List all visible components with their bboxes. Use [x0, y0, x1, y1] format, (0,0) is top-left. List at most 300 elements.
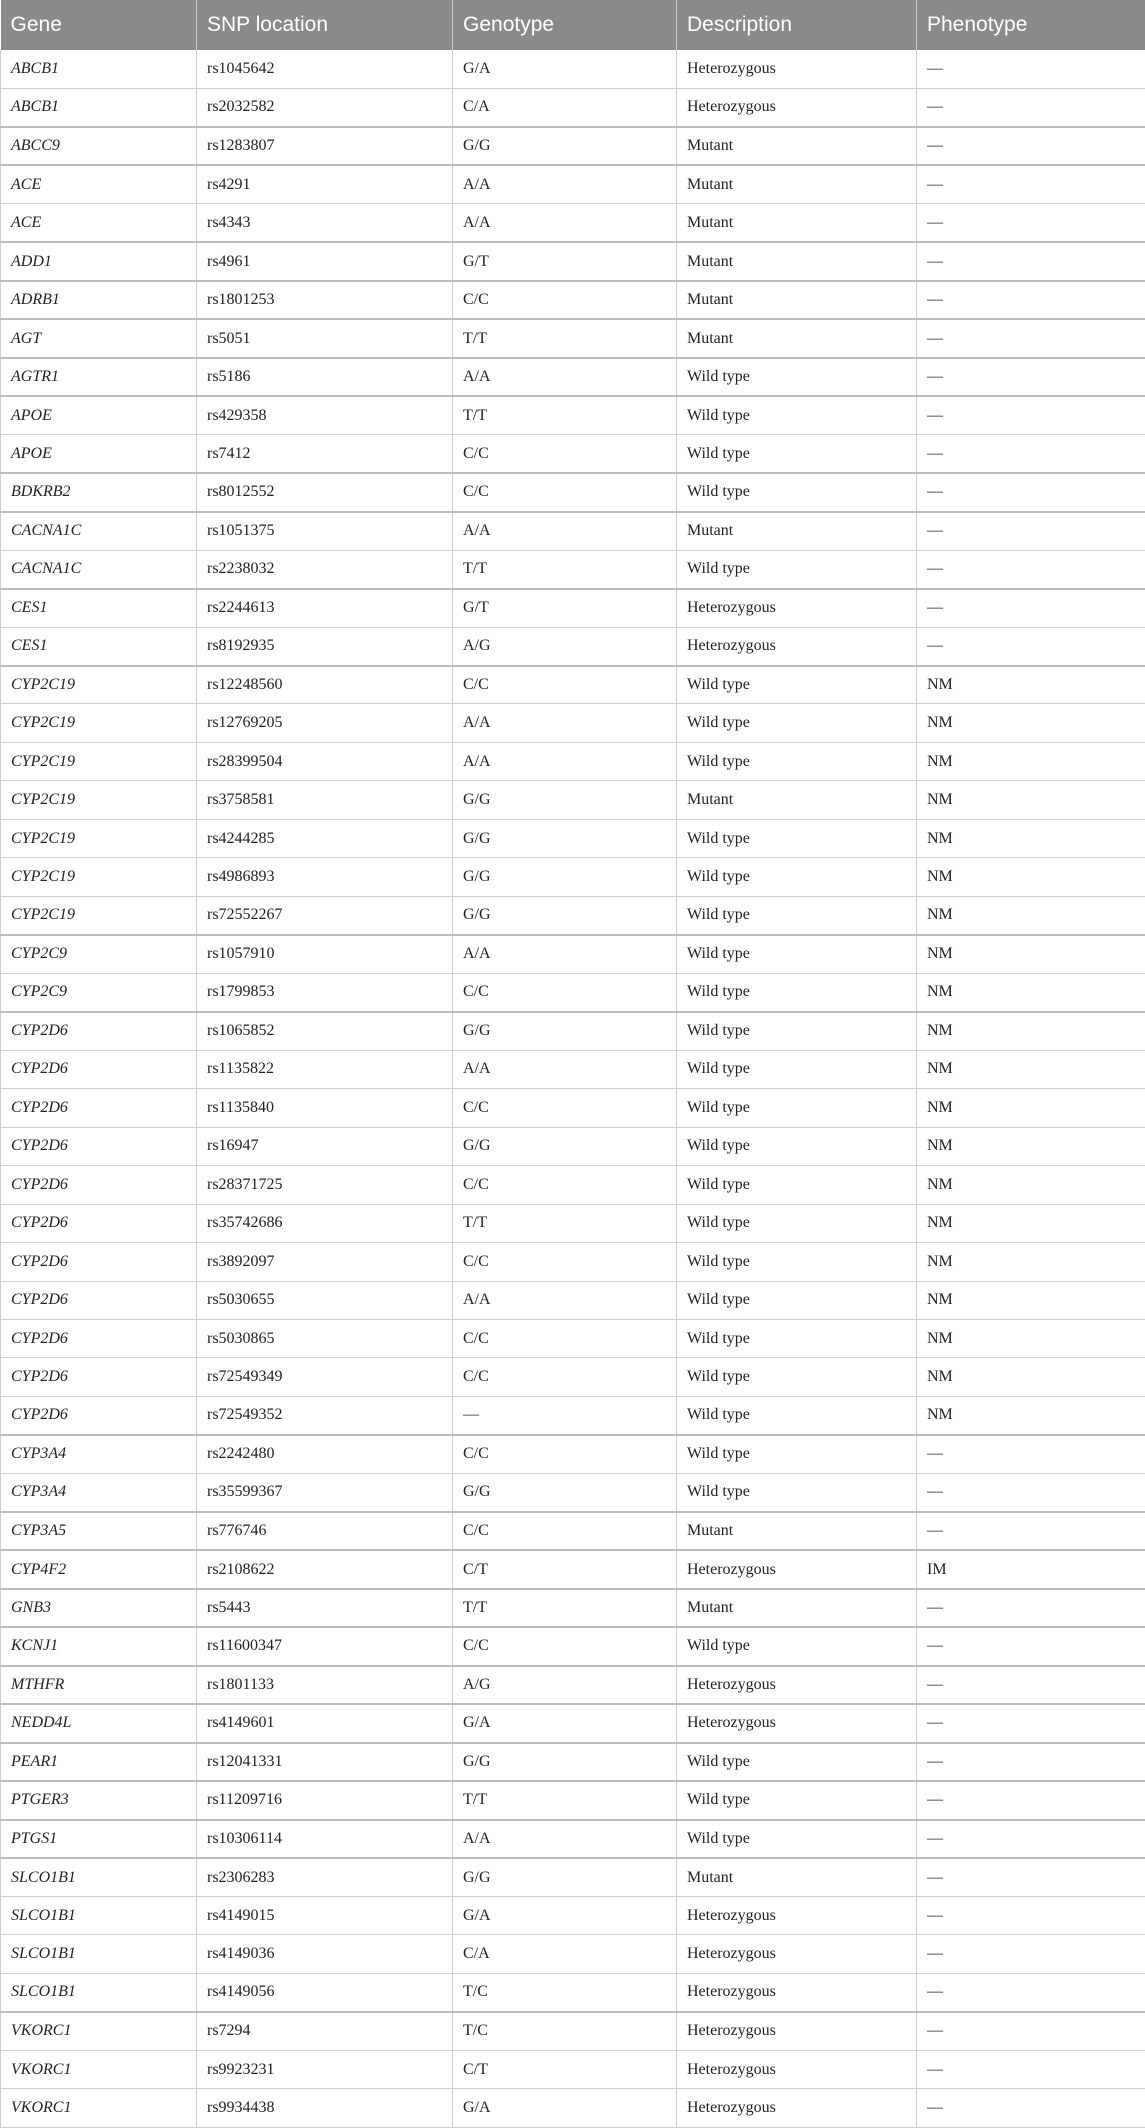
snp-location-cell: rs11209716	[197, 1781, 453, 1819]
gene-cell: GNB3	[1, 1589, 197, 1627]
genotype-cell: A/A	[453, 1050, 677, 1088]
phenotype-cell: —	[917, 627, 1145, 665]
phenotype-cell: NM	[917, 858, 1145, 896]
table-row	[1, 473, 1145, 511]
snp-location-cell: rs8012552	[197, 473, 453, 511]
gene-cell: CYP2C19	[1, 742, 197, 780]
description-cell: Wild type	[677, 1166, 917, 1204]
description-cell: Wild type	[677, 1781, 917, 1819]
genotype-cell: C/C	[453, 973, 677, 1011]
genotype-cell: T/T	[453, 1204, 677, 1242]
table-row	[1, 165, 1145, 203]
gene-cell: KCNJ1	[1, 1627, 197, 1665]
phenotype-cell: NM	[917, 1204, 1145, 1242]
genotype-cell: C/C	[453, 435, 677, 473]
phenotype-cell: —	[917, 165, 1145, 203]
description-cell: Wild type	[677, 550, 917, 588]
phenotype-cell: NM	[917, 1012, 1145, 1050]
genotype-cell: T/T	[453, 396, 677, 434]
description-cell: Wild type	[677, 1358, 917, 1396]
genotype-cell: A/G	[453, 627, 677, 665]
table-row	[1, 204, 1145, 242]
snp-location-cell: rs35742686	[197, 1204, 453, 1242]
table-row	[1, 1781, 1145, 1819]
snp-location-cell: rs7294	[197, 2012, 453, 2050]
genotype-cell: G/G	[453, 858, 677, 896]
snp-location-cell: rs4986893	[197, 858, 453, 896]
snp-location-cell: rs4149601	[197, 1704, 453, 1742]
table-row	[1, 1358, 1145, 1396]
gene-cell: VKORC1	[1, 2089, 197, 2127]
genotype-cell: G/G	[453, 1127, 677, 1165]
phenotype-cell: NM	[917, 666, 1145, 704]
genotype-cell: G/G	[453, 896, 677, 934]
gene-cell: SLCO1B1	[1, 1858, 197, 1896]
phenotype-cell: —	[917, 204, 1145, 242]
table-row	[1, 1666, 1145, 1704]
genotype-cell: C/T	[453, 2050, 677, 2088]
table-row	[1, 127, 1145, 165]
gene-cell: ADRB1	[1, 281, 197, 319]
phenotype-cell: —	[917, 396, 1145, 434]
description-cell: Wild type	[677, 819, 917, 857]
description-cell: Wild type	[677, 1743, 917, 1781]
snp-location-cell: rs4149056	[197, 1973, 453, 2011]
phenotype-cell: —	[917, 50, 1145, 88]
genotype-cell: C/C	[453, 1435, 677, 1473]
gene-cell: CES1	[1, 627, 197, 665]
gene-cell: ACE	[1, 204, 197, 242]
phenotype-cell: —	[917, 1858, 1145, 1896]
snp-location-cell: rs28399504	[197, 742, 453, 780]
table-row	[1, 1127, 1145, 1165]
description-cell: Heterozygous	[677, 627, 917, 665]
snp-location-cell: rs8192935	[197, 627, 453, 665]
table-row	[1, 358, 1145, 396]
table-row	[1, 819, 1145, 857]
table-row	[1, 896, 1145, 934]
snp-location-cell: rs7412	[197, 435, 453, 473]
genotype-cell: C/T	[453, 1550, 677, 1588]
snp-location-cell: rs5030865	[197, 1319, 453, 1357]
gene-cell: VKORC1	[1, 2012, 197, 2050]
genotype-cell: G/G	[453, 819, 677, 857]
description-cell: Wild type	[677, 973, 917, 1011]
description-cell: Wild type	[677, 1820, 917, 1858]
genotype-cell: A/A	[453, 742, 677, 780]
gene-cell: CYP2D6	[1, 1050, 197, 1088]
genotype-cell: G/T	[453, 589, 677, 627]
phenotype-cell: NM	[917, 1089, 1145, 1127]
phenotype-cell: NM	[917, 1243, 1145, 1281]
description-cell: Wild type	[677, 435, 917, 473]
description-cell: Wild type	[677, 1396, 917, 1434]
phenotype-cell: NM	[917, 1166, 1145, 1204]
snp-location-cell: rs11600347	[197, 1627, 453, 1665]
description-cell: Heterozygous	[677, 2050, 917, 2088]
genotype-cell: T/C	[453, 2012, 677, 2050]
phenotype-cell: —	[917, 2012, 1145, 2050]
genotype-cell: G/G	[453, 1858, 677, 1896]
description-cell: Mutant	[677, 204, 917, 242]
phenotype-cell: —	[917, 473, 1145, 511]
snp-location-cell: rs2032582	[197, 88, 453, 126]
snp-location-cell: rs4149015	[197, 1897, 453, 1935]
snp-location-cell: rs28371725	[197, 1166, 453, 1204]
snp-location-cell: rs1283807	[197, 127, 453, 165]
snp-location-cell: rs12248560	[197, 666, 453, 704]
snp-location-cell: rs2238032	[197, 550, 453, 588]
phenotype-cell: NM	[917, 1396, 1145, 1434]
description-cell: Mutant	[677, 1589, 917, 1627]
genotype-cell: G/A	[453, 2089, 677, 2127]
snp-location-cell: rs3758581	[197, 781, 453, 819]
description-cell: Wild type	[677, 358, 917, 396]
description-cell: Heterozygous	[677, 50, 917, 88]
snp-location-cell: rs1801253	[197, 281, 453, 319]
snp-location-cell: rs4961	[197, 242, 453, 280]
phenotype-cell: —	[917, 319, 1145, 357]
genotype-cell: C/C	[453, 1243, 677, 1281]
snp-location-cell: rs12041331	[197, 1743, 453, 1781]
table-row	[1, 1435, 1145, 1473]
table-row	[1, 1935, 1145, 1973]
snp-location-cell: rs9923231	[197, 2050, 453, 2088]
genotype-cell: G/G	[453, 781, 677, 819]
description-cell: Wild type	[677, 1243, 917, 1281]
description-cell: Mutant	[677, 127, 917, 165]
table-row	[1, 1012, 1145, 1050]
snp-location-cell: rs72549352	[197, 1396, 453, 1434]
gene-cell: ABCB1	[1, 50, 197, 88]
snp-location-cell: rs1051375	[197, 512, 453, 550]
phenotype-cell: NM	[917, 1281, 1145, 1319]
table-row	[1, 1897, 1145, 1935]
table-row	[1, 1166, 1145, 1204]
snp-location-cell: rs3892097	[197, 1243, 453, 1281]
gene-cell: CYP2C19	[1, 781, 197, 819]
table-row	[1, 935, 1145, 973]
description-cell: Wild type	[677, 742, 917, 780]
table-row	[1, 319, 1145, 357]
snp-location-cell: rs2242480	[197, 1435, 453, 1473]
gene-cell: CYP2C19	[1, 858, 197, 896]
genotype-cell: G/G	[453, 1743, 677, 1781]
table-row	[1, 1473, 1145, 1511]
phenotype-cell: —	[917, 1666, 1145, 1704]
phenotype-cell: —	[917, 127, 1145, 165]
table-row	[1, 1820, 1145, 1858]
gene-cell: PTGER3	[1, 1781, 197, 1819]
table-row	[1, 2050, 1145, 2088]
description-cell: Mutant	[677, 1858, 917, 1896]
phenotype-cell: NM	[917, 742, 1145, 780]
gene-cell: CYP2D6	[1, 1281, 197, 1319]
description-cell: Wild type	[677, 1089, 917, 1127]
phenotype-cell: —	[917, 358, 1145, 396]
table-header	[1, 0, 1145, 50]
description-cell: Wild type	[677, 666, 917, 704]
table-row	[1, 1512, 1145, 1550]
genotype-cell: G/A	[453, 50, 677, 88]
genotype-cell: T/T	[453, 550, 677, 588]
table-row	[1, 435, 1145, 473]
genotype-cell: C/A	[453, 1935, 677, 1973]
snp-location-cell: rs1065852	[197, 1012, 453, 1050]
genotype-cell: A/A	[453, 358, 677, 396]
snp-location-cell: rs1135840	[197, 1089, 453, 1127]
genotype-cell: C/C	[453, 281, 677, 319]
snp-location-cell: rs4291	[197, 165, 453, 203]
genotype-cell: C/C	[453, 1358, 677, 1396]
gene-cell: AGT	[1, 319, 197, 357]
snp-location-cell: rs12769205	[197, 704, 453, 742]
description-cell: Wild type	[677, 473, 917, 511]
description-cell: Mutant	[677, 319, 917, 357]
table-row	[1, 1243, 1145, 1281]
description-cell: Heterozygous	[677, 2089, 917, 2127]
phenotype-cell: NM	[917, 896, 1145, 934]
snp-location-cell: rs5051	[197, 319, 453, 357]
gene-cell: CYP2D6	[1, 1358, 197, 1396]
phenotype-cell: —	[917, 1781, 1145, 1819]
genotype-cell: G/A	[453, 1704, 677, 1742]
table-row	[1, 550, 1145, 588]
description-cell: Wild type	[677, 704, 917, 742]
gene-cell: CYP2C19	[1, 896, 197, 934]
description-cell: Mutant	[677, 281, 917, 319]
genotype-cell: A/A	[453, 1820, 677, 1858]
genotype-cell: C/C	[453, 666, 677, 704]
genotype-cell: G/A	[453, 1897, 677, 1935]
description-cell: Heterozygous	[677, 2012, 917, 2050]
description-cell: Heterozygous	[677, 1550, 917, 1588]
snp-location-cell: rs1801133	[197, 1666, 453, 1704]
gene-cell: NEDD4L	[1, 1704, 197, 1742]
phenotype-cell: —	[917, 2089, 1145, 2127]
phenotype-cell: NM	[917, 781, 1145, 819]
snp-location-cell: rs2108622	[197, 1550, 453, 1588]
description-cell: Wild type	[677, 1050, 917, 1088]
table-row	[1, 242, 1145, 280]
table-body	[1, 50, 1145, 2127]
table-row	[1, 1743, 1145, 1781]
phenotype-cell: —	[917, 1743, 1145, 1781]
genotype-cell: A/A	[453, 1281, 677, 1319]
gene-cell: CYP2D6	[1, 1204, 197, 1242]
gene-cell: ABCC9	[1, 127, 197, 165]
table-row	[1, 858, 1145, 896]
gene-cell: CYP2D6	[1, 1396, 197, 1434]
phenotype-cell: —	[917, 1897, 1145, 1935]
genotype-cell: C/C	[453, 473, 677, 511]
phenotype-cell: —	[917, 1820, 1145, 1858]
genotype-cell: A/G	[453, 1666, 677, 1704]
table-row	[1, 704, 1145, 742]
snp-location-cell: rs429358	[197, 396, 453, 434]
gene-cell: CYP2D6	[1, 1166, 197, 1204]
genotype-cell: C/C	[453, 1166, 677, 1204]
phenotype-cell: —	[917, 1704, 1145, 1742]
description-cell: Wild type	[677, 1281, 917, 1319]
gene-cell: CYP2C19	[1, 666, 197, 704]
gene-cell: CACNA1C	[1, 512, 197, 550]
gene-cell: APOE	[1, 396, 197, 434]
table-row	[1, 88, 1145, 126]
table-row	[1, 742, 1145, 780]
gene-cell: BDKRB2	[1, 473, 197, 511]
description-cell: Wild type	[677, 1012, 917, 1050]
gene-cell: CES1	[1, 589, 197, 627]
phenotype-cell: NM	[917, 1358, 1145, 1396]
phenotype-cell: —	[917, 435, 1145, 473]
snp-location-cell: rs72549349	[197, 1358, 453, 1396]
phenotype-cell: NM	[917, 1050, 1145, 1088]
phenotype-cell: NM	[917, 1127, 1145, 1165]
gene-cell: APOE	[1, 435, 197, 473]
gene-cell: CYP4F2	[1, 1550, 197, 1588]
description-cell: Heterozygous	[677, 88, 917, 126]
gene-cell: CYP2D6	[1, 1243, 197, 1281]
header-gene: Gene	[1, 0, 197, 50]
header-description: Description	[677, 0, 917, 50]
genotype-cell: T/T	[453, 1781, 677, 1819]
snp-location-cell: rs5186	[197, 358, 453, 396]
gene-cell: CYP2D6	[1, 1089, 197, 1127]
snp-location-cell: rs776746	[197, 1512, 453, 1550]
snp-location-cell: rs5030655	[197, 1281, 453, 1319]
phenotype-cell: —	[917, 281, 1145, 319]
gene-cell: PTGS1	[1, 1820, 197, 1858]
phenotype-cell: —	[917, 1935, 1145, 1973]
phenotype-cell: —	[917, 589, 1145, 627]
snp-location-cell: rs4244285	[197, 819, 453, 857]
description-cell: Heterozygous	[677, 1897, 917, 1935]
description-cell: Heterozygous	[677, 1935, 917, 1973]
table-row	[1, 973, 1145, 1011]
table-row	[1, 1050, 1145, 1088]
phenotype-cell: —	[917, 1589, 1145, 1627]
table-row	[1, 1589, 1145, 1627]
phenotype-cell: —	[917, 1435, 1145, 1473]
gene-cell: SLCO1B1	[1, 1935, 197, 1973]
table-row	[1, 396, 1145, 434]
description-cell: Heterozygous	[677, 589, 917, 627]
phenotype-cell: —	[917, 1473, 1145, 1511]
header-phenotype: Phenotype	[917, 0, 1145, 50]
gene-cell: CACNA1C	[1, 550, 197, 588]
table-row	[1, 1281, 1145, 1319]
table-row	[1, 1319, 1145, 1357]
table-row	[1, 666, 1145, 704]
gene-cell: ADD1	[1, 242, 197, 280]
description-cell: Wild type	[677, 1473, 917, 1511]
genotype-cell: G/G	[453, 1012, 677, 1050]
phenotype-cell: —	[917, 88, 1145, 126]
gene-cell: CYP2D6	[1, 1012, 197, 1050]
snp-location-cell: rs1799853	[197, 973, 453, 1011]
header-row	[1, 0, 1145, 50]
phenotype-cell: IM	[917, 1550, 1145, 1588]
gene-cell: CYP3A4	[1, 1435, 197, 1473]
table-row	[1, 1204, 1145, 1242]
header-snp-location: SNP location	[197, 0, 453, 50]
gene-cell: PEAR1	[1, 1743, 197, 1781]
table-row	[1, 1089, 1145, 1127]
description-cell: Wild type	[677, 1627, 917, 1665]
description-cell: Mutant	[677, 165, 917, 203]
snp-location-cell: rs4343	[197, 204, 453, 242]
table-row	[1, 2012, 1145, 2050]
gene-cell: CYP3A4	[1, 1473, 197, 1511]
snp-location-cell: rs1057910	[197, 935, 453, 973]
description-cell: Mutant	[677, 242, 917, 280]
phenotype-cell: —	[917, 1973, 1145, 2011]
gene-cell: CYP3A5	[1, 1512, 197, 1550]
description-cell: Mutant	[677, 1512, 917, 1550]
table-row	[1, 50, 1145, 88]
description-cell: Wild type	[677, 1204, 917, 1242]
description-cell: Mutant	[677, 512, 917, 550]
table-row	[1, 1858, 1145, 1896]
genotype-cell: G/G	[453, 127, 677, 165]
phenotype-cell: —	[917, 1627, 1145, 1665]
gene-cell: ACE	[1, 165, 197, 203]
description-cell: Wild type	[677, 1127, 917, 1165]
header-genotype: Genotype	[453, 0, 677, 50]
snp-location-cell: rs1045642	[197, 50, 453, 88]
genotype-cell: T/T	[453, 319, 677, 357]
genotype-cell: T/T	[453, 1589, 677, 1627]
genotype-cell: A/A	[453, 704, 677, 742]
gene-cell: CYP2C9	[1, 973, 197, 1011]
genotype-cell: C/C	[453, 1627, 677, 1665]
description-cell: Mutant	[677, 781, 917, 819]
genotype-cell: A/A	[453, 165, 677, 203]
gene-cell: SLCO1B1	[1, 1973, 197, 2011]
genotype-cell: C/C	[453, 1319, 677, 1357]
genotype-cell: G/T	[453, 242, 677, 280]
genotype-cell: —	[453, 1396, 677, 1434]
description-cell: Wild type	[677, 935, 917, 973]
gene-cell: SLCO1B1	[1, 1897, 197, 1935]
genotype-cell: C/C	[453, 1089, 677, 1127]
description-cell: Wild type	[677, 858, 917, 896]
table-row	[1, 781, 1145, 819]
table-row	[1, 1973, 1145, 2011]
table-row	[1, 589, 1145, 627]
genotype-cell: C/C	[453, 1512, 677, 1550]
gene-cell: CYP2C19	[1, 819, 197, 857]
table-row	[1, 512, 1145, 550]
snp-location-cell: rs1135822	[197, 1050, 453, 1088]
gene-cell: AGTR1	[1, 358, 197, 396]
gene-cell: ABCB1	[1, 88, 197, 126]
gene-cell: CYP2C19	[1, 704, 197, 742]
description-cell: Wild type	[677, 396, 917, 434]
phenotype-cell: —	[917, 2050, 1145, 2088]
description-cell: Wild type	[677, 1319, 917, 1357]
snp-location-cell: rs9934438	[197, 2089, 453, 2127]
gene-cell: CYP2D6	[1, 1127, 197, 1165]
gene-cell: CYP2D6	[1, 1319, 197, 1357]
phenotype-cell: NM	[917, 1319, 1145, 1357]
snp-location-cell: rs2244613	[197, 589, 453, 627]
genotype-cell: A/A	[453, 512, 677, 550]
table-row	[1, 1704, 1145, 1742]
phenotype-cell: NM	[917, 973, 1145, 1011]
description-cell: Heterozygous	[677, 1704, 917, 1742]
